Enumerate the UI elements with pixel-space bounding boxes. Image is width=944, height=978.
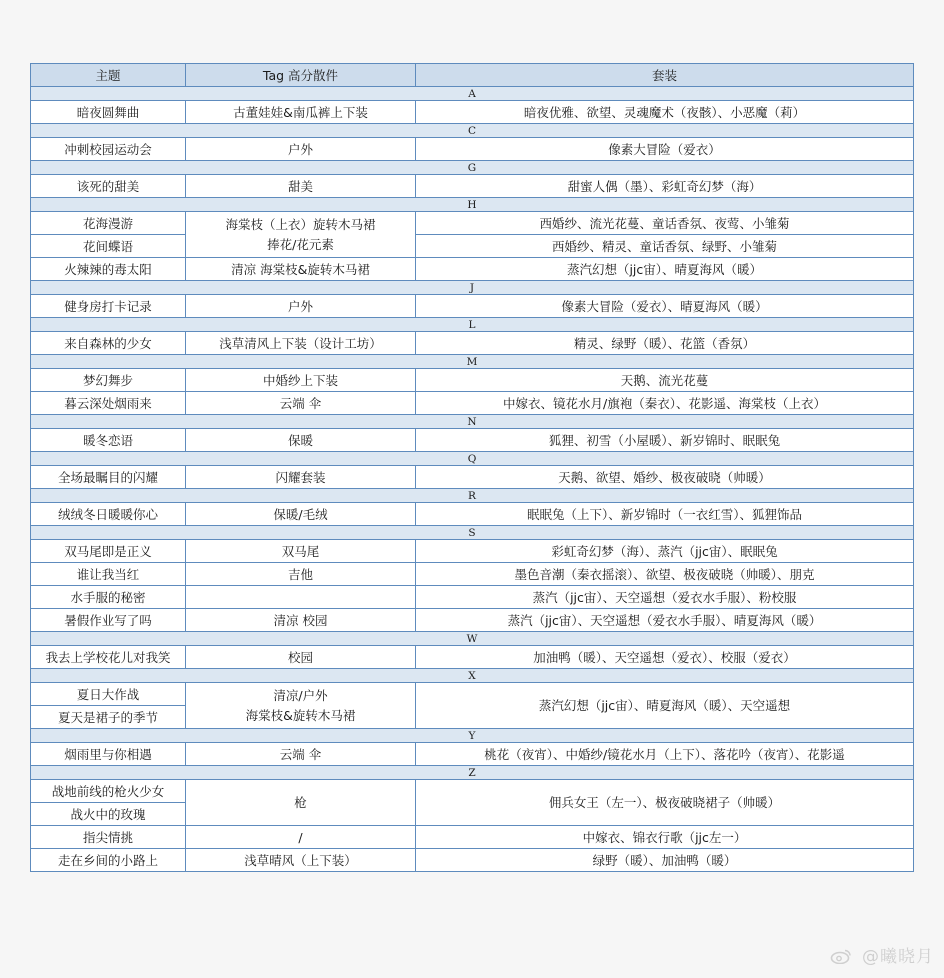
tag-cell: 古董娃娃&南瓜裤上下装 bbox=[186, 101, 416, 124]
theme-outfit-table-sheet bbox=[30, 63, 913, 872]
section-row-h bbox=[31, 198, 914, 212]
table-row bbox=[31, 369, 914, 392]
section-letter: L bbox=[31, 318, 914, 332]
tag-cell: / bbox=[186, 826, 416, 849]
tag-line: 清凉/户外 bbox=[273, 687, 328, 703]
table-row bbox=[31, 175, 914, 198]
section-letter: A bbox=[31, 87, 914, 101]
section-letter: J bbox=[31, 281, 914, 295]
table-row bbox=[31, 258, 914, 281]
section-row-g bbox=[31, 161, 914, 175]
tag-line: 海棠枝（上衣）旋转木马裙 bbox=[225, 216, 376, 232]
theme-cell: 该死的甜美 bbox=[31, 175, 186, 198]
section-row-n bbox=[31, 415, 914, 429]
table-row bbox=[31, 212, 914, 235]
theme-cell: 走在乡间的小路上 bbox=[31, 849, 186, 872]
section-row-w bbox=[31, 632, 914, 646]
theme-cell: 暮云深处烟雨来 bbox=[31, 392, 186, 415]
section-row-j bbox=[31, 281, 914, 295]
tag-cell-merged: 枪 bbox=[186, 780, 416, 826]
theme-cell: 战地前线的枪火少女 bbox=[31, 780, 186, 803]
theme-cell: 我去上学校花儿对我笑 bbox=[31, 646, 186, 669]
tag-cell: 清凉 校园 bbox=[186, 609, 416, 632]
suit-cell: 彩虹奇幻梦（海）、蒸汽（jjc宙）、眠眠兔 bbox=[416, 540, 914, 563]
section-row-s bbox=[31, 526, 914, 540]
table-row bbox=[31, 429, 914, 452]
section-letter: C bbox=[31, 124, 914, 138]
suit-cell-merged: 蒸汽幻想（jjc宙）、晴夏海风（暖）、天空遥想 bbox=[416, 683, 914, 729]
tag-line: 捧花/花元素 bbox=[267, 236, 334, 252]
tag-cell: 闪耀套装 bbox=[186, 466, 416, 489]
table-row bbox=[31, 849, 914, 872]
tag-cell: 吉他 bbox=[186, 563, 416, 586]
table-row bbox=[31, 101, 914, 124]
section-row-q bbox=[31, 452, 914, 466]
theme-cell: 双马尾即是正义 bbox=[31, 540, 186, 563]
theme-cell: 夏日大作战 bbox=[31, 683, 186, 706]
section-letter: Q bbox=[31, 452, 914, 466]
section-row-a bbox=[31, 87, 914, 101]
section-letter: M bbox=[31, 355, 914, 369]
theme-cell: 暑假作业写了吗 bbox=[31, 609, 186, 632]
tag-cell-merged bbox=[186, 683, 416, 729]
tag-cell: 校园 bbox=[186, 646, 416, 669]
table-row bbox=[31, 295, 914, 318]
table-row bbox=[31, 826, 914, 849]
suit-cell: 绿野（暖）、加油鸭（暖） bbox=[416, 849, 914, 872]
theme-cell: 夏天是裙子的季节 bbox=[31, 706, 186, 729]
suit-cell: 西婚纱、精灵、童话香氛、绿野、小雏菊 bbox=[416, 235, 914, 258]
section-row-m bbox=[31, 355, 914, 369]
suit-cell: 暗夜优雅、欲望、灵魂魔术（夜骸）、小恶魔（莉） bbox=[416, 101, 914, 124]
section-letter: R bbox=[31, 489, 914, 503]
tag-cell: 中婚纱上下装 bbox=[186, 369, 416, 392]
suit-cell: 甜蜜人偶（墨）、彩虹奇幻梦（海） bbox=[416, 175, 914, 198]
weibo-logo-icon bbox=[830, 948, 852, 964]
tag-cell: 云端 伞 bbox=[186, 743, 416, 766]
table-row bbox=[31, 780, 914, 803]
theme-cell: 战火中的玫瑰 bbox=[31, 803, 186, 826]
table-row bbox=[31, 235, 914, 258]
suit-cell: 像素大冒险（爱衣） bbox=[416, 138, 914, 161]
suit-cell: 狐狸、初雪（小屋暖）、新岁锦时、眠眠兔 bbox=[416, 429, 914, 452]
theme-cell: 全场最瞩目的闪耀 bbox=[31, 466, 186, 489]
theme-cell: 暖冬恋语 bbox=[31, 429, 186, 452]
table-row bbox=[31, 138, 914, 161]
section-letter: N bbox=[31, 415, 914, 429]
theme-cell: 冲刺校园运动会 bbox=[31, 138, 186, 161]
table-row bbox=[31, 540, 914, 563]
table-row bbox=[31, 563, 914, 586]
tag-cell: 双马尾 bbox=[186, 540, 416, 563]
header-suit: 套装 bbox=[416, 64, 914, 87]
table-row bbox=[31, 743, 914, 766]
table-row bbox=[31, 609, 914, 632]
suit-cell: 蒸汽（jjc宙）、天空遥想（爱衣水手服）、粉校服 bbox=[416, 586, 914, 609]
theme-cell: 谁让我当红 bbox=[31, 563, 186, 586]
table-row bbox=[31, 392, 914, 415]
tag-line: 海棠枝&旋转木马裙 bbox=[245, 707, 356, 723]
header-theme: 主题 bbox=[31, 64, 186, 87]
theme-cell: 水手服的秘密 bbox=[31, 586, 186, 609]
section-letter: G bbox=[31, 161, 914, 175]
section-row-z bbox=[31, 766, 914, 780]
watermark-text: @曦晓月 bbox=[862, 947, 934, 967]
tag-cell-merged bbox=[186, 212, 416, 258]
header-tag: Tag 高分散件 bbox=[186, 64, 416, 87]
section-row-r bbox=[31, 489, 914, 503]
theme-cell: 花海漫游 bbox=[31, 212, 186, 235]
theme-cell: 梦幻舞步 bbox=[31, 369, 186, 392]
table-header-row bbox=[31, 64, 914, 87]
suit-cell: 蒸汽幻想（jjc宙）、晴夏海风（暖） bbox=[416, 258, 914, 281]
suit-cell: 墨色音潮（秦衣摇滚）、欲望、极夜破晓（帅暖）、朋克 bbox=[416, 563, 914, 586]
section-row-y bbox=[31, 729, 914, 743]
tag-cell bbox=[186, 586, 416, 609]
tag-cell: 甜美 bbox=[186, 175, 416, 198]
tag-cell: 浅草晴风（上下装） bbox=[186, 849, 416, 872]
tag-cell: 保暖 bbox=[186, 429, 416, 452]
theme-cell: 来自森林的少女 bbox=[31, 332, 186, 355]
table-row bbox=[31, 503, 914, 526]
suit-cell: 精灵、绿野（暖）、花篮（香氛） bbox=[416, 332, 914, 355]
suit-cell: 西婚纱、流光花蔓、童话香氛、夜莺、小雏菊 bbox=[416, 212, 914, 235]
suit-cell-merged: 佣兵女王（左一）、极夜破晓裙子（帅暖） bbox=[416, 780, 914, 826]
section-letter: Y bbox=[31, 729, 914, 743]
theme-cell: 指尖情挑 bbox=[31, 826, 186, 849]
tag-cell: 保暖/毛绒 bbox=[186, 503, 416, 526]
tag-cell: 云端 伞 bbox=[186, 392, 416, 415]
theme-cell: 花间蝶语 bbox=[31, 235, 186, 258]
suit-cell: 中嫁衣、镜花水月/旗袍（秦衣）、花影遥、海棠枝（上衣） bbox=[416, 392, 914, 415]
theme-cell: 暗夜圆舞曲 bbox=[31, 101, 186, 124]
section-letter: Z bbox=[31, 766, 914, 780]
tag-cell: 户外 bbox=[186, 138, 416, 161]
section-row-c bbox=[31, 124, 914, 138]
suit-cell: 天鹅、欲望、婚纱、极夜破晓（帅暖） bbox=[416, 466, 914, 489]
theme-cell: 健身房打卡记录 bbox=[31, 295, 186, 318]
suit-cell: 中嫁衣、锦衣行歌（jjc左一） bbox=[416, 826, 914, 849]
tag-cell: 浅草清风上下装（设计工坊） bbox=[186, 332, 416, 355]
section-letter: H bbox=[31, 198, 914, 212]
tag-cell: 户外 bbox=[186, 295, 416, 318]
section-row-x bbox=[31, 669, 914, 683]
table-row bbox=[31, 586, 914, 609]
theme-cell: 火辣辣的毒太阳 bbox=[31, 258, 186, 281]
theme-cell: 绒绒冬日暖暖你心 bbox=[31, 503, 186, 526]
watermark bbox=[830, 942, 934, 967]
suit-cell: 桃花（夜宵）、中婚纱/镜花水月（上下）、落花吟（夜宵）、花影遥 bbox=[416, 743, 914, 766]
suit-cell: 像素大冒险（爱衣）、晴夏海风（暖） bbox=[416, 295, 914, 318]
section-letter: S bbox=[31, 526, 914, 540]
table-row bbox=[31, 683, 914, 706]
section-row-l bbox=[31, 318, 914, 332]
suit-cell: 眠眠兔（上下）、新岁锦时（一衣红雪）、狐狸饰品 bbox=[416, 503, 914, 526]
suit-cell: 天鹅、流光花蔓 bbox=[416, 369, 914, 392]
table-row bbox=[31, 646, 914, 669]
table-row bbox=[31, 466, 914, 489]
table-row bbox=[31, 332, 914, 355]
suit-cell: 蒸汽（jjc宙）、天空遥想（爱衣水手服）、晴夏海风（暖） bbox=[416, 609, 914, 632]
tag-cell: 清凉 海棠枝&旋转木马裙 bbox=[186, 258, 416, 281]
section-letter: W bbox=[31, 632, 914, 646]
theme-outfit-table bbox=[30, 63, 914, 872]
suit-cell: 加油鸭（暖）、天空遥想（爱衣）、校服（爱衣） bbox=[416, 646, 914, 669]
section-letter: X bbox=[31, 669, 914, 683]
theme-cell: 烟雨里与你相遇 bbox=[31, 743, 186, 766]
